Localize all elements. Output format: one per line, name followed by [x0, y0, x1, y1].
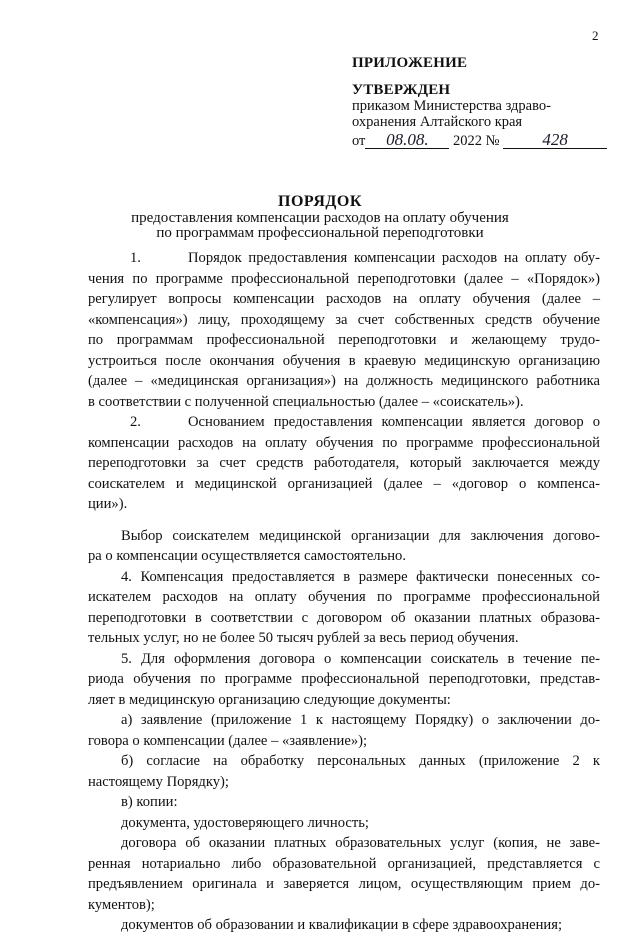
text-line: ции»).	[88, 496, 128, 512]
text-line: риода обучения по программе профессиональной переподготовки, представ-	[88, 671, 600, 687]
approval-block	[352, 55, 607, 149]
heading-title: ПОРЯДОК	[278, 193, 362, 210]
date-prefix: от	[352, 133, 366, 149]
paragraph-1	[88, 248, 600, 412]
text-line: искателем расходов на оплату обучения по программе профессиональной	[88, 589, 600, 605]
text-line: в соответствии с полученной специальностью (далее – «соискатель»).	[88, 393, 524, 410]
approved-label: УТВЕРЖДЕН	[352, 82, 451, 98]
text-line: ра о компенсации осуществляется самостоятельно.	[88, 548, 406, 564]
text-line: соискателем и медицинской организацией (далее – «договор о компенса-	[88, 475, 600, 492]
text-line: б) согласие на обработку персональных данных (приложение 2 к	[121, 753, 600, 769]
text-line: регулирует вопросы компенсации расходов на оплату обучения (далее –	[88, 291, 600, 307]
text-line: чения по программе профессиональной переподготовки (далее – «Порядок»)	[88, 270, 600, 287]
order-line-1: приказом Министерства здраво-	[352, 98, 551, 114]
item-identity-document	[88, 813, 600, 834]
text-line: документа, удостоверяющего личность;	[121, 814, 369, 831]
order-line-2: охранения Алтайского края	[352, 114, 523, 130]
item-number: 1.	[130, 250, 141, 266]
heading-subtitle-1: предоставления компенсации расходов на оплату обучения	[131, 210, 509, 226]
item-education-documents	[88, 915, 600, 936]
text-line: по программам профессиональной переподготовки и желающему трудо-	[88, 332, 600, 348]
text-line: Выбор соискателем медицинской организации для заключения догово-	[121, 527, 600, 544]
text-line: в) копии:	[121, 794, 178, 810]
text-line: говора о компенсации (далее – «заявление»);	[88, 732, 368, 749]
text-line: 5. Для оформления договора о компенсации соискатель в течение пе-	[121, 650, 600, 667]
text-line: 4. Компенсация предоставляется в размере фактически понесенных со-	[121, 568, 600, 585]
text-line: кументов);	[88, 896, 155, 913]
text-line: а) заявление (приложение 1 к настоящему Порядку) о заключении до-	[121, 712, 600, 728]
text-line: Порядок предоставления компенсации расходов на оплату обу-	[188, 250, 600, 266]
paragraph-4	[88, 567, 600, 649]
item-v	[88, 792, 600, 813]
heading-subtitle-2: по программам профессиональной переподготовки	[156, 225, 484, 241]
appendix-title: ПРИЛОЖЕНИЕ	[352, 55, 468, 71]
text-line: переподготовки в соответствии с договором об оказании платных образова-	[88, 609, 600, 626]
order-date-line	[352, 132, 607, 149]
document-body	[88, 248, 600, 936]
year-number-label: 2022 №	[453, 133, 500, 149]
text-line: «компенсация») лицу, проходящему за счет собственных средств обучение	[88, 311, 600, 328]
text-line: переподготовки за счет средств работодателя, который заключается между	[88, 455, 600, 471]
text-line: ренная нотариально либо образовательной организацией, представляется с	[88, 855, 600, 872]
item-contract-copy	[88, 833, 600, 915]
text-line: ляет в медицинскую организацию следующие документы:	[88, 691, 451, 708]
paragraph-choice	[88, 526, 600, 567]
item-number: 2.	[130, 414, 141, 430]
text-line: настоящему Порядку);	[88, 773, 229, 790]
paragraph-2	[88, 412, 600, 515]
paragraph-5	[88, 649, 600, 711]
item-b	[88, 751, 600, 792]
page-number: 2	[592, 28, 599, 43]
text-line: договора об оказании платных образовательных услуг (копия, не заве-	[121, 835, 600, 851]
document-heading	[0, 193, 640, 241]
text-line: Основанием предоставления компенсации является договор о	[188, 414, 600, 430]
text-line: устроиться после окончания обучения в краевую медицинскую организацию	[88, 352, 600, 369]
handwritten-order-number: 428	[503, 132, 607, 149]
item-a	[88, 710, 600, 751]
text-line: предъявлением оригинала и заверяется лицом, осуществляющим прием до-	[88, 876, 600, 892]
text-line: компенсации расходов на оплату обучения по программе профессиональной	[88, 434, 600, 451]
handwritten-date: 08.08.	[365, 132, 449, 149]
text-line: тельных услуг, но не более 50 тысяч рублей за весь период обучения.	[88, 630, 519, 646]
text-line: (далее – «медицинская организация») на должность медицинского работника	[88, 373, 600, 389]
text-line: документов об образовании и квалификации в сфере здравоохранения;	[121, 917, 563, 933]
